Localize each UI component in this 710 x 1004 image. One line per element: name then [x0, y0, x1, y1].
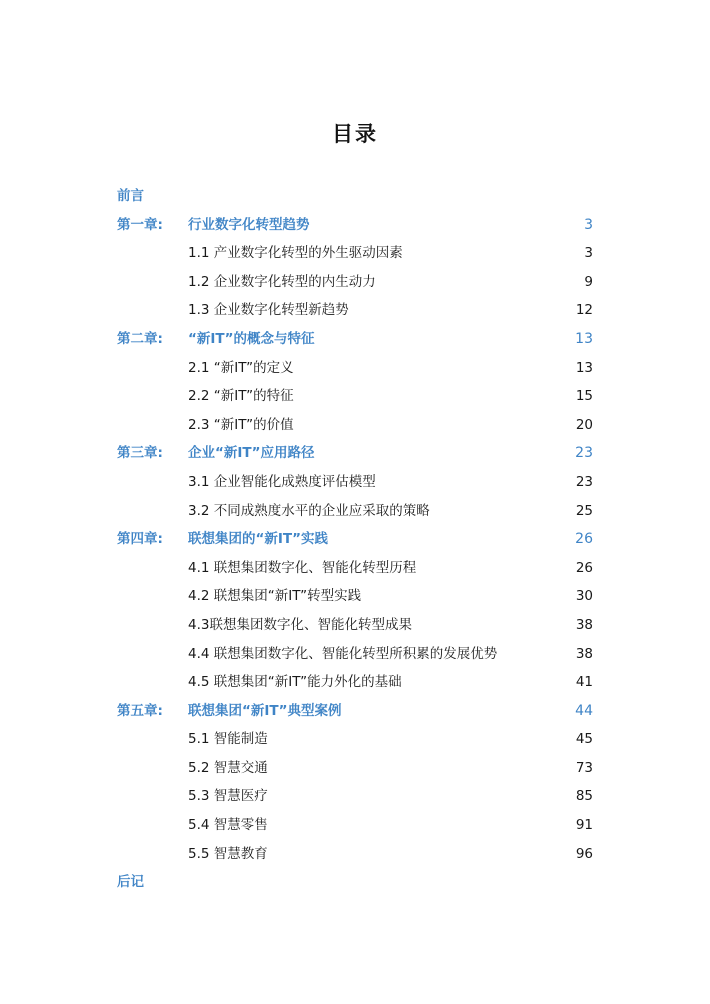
section-title: 2.2 “新IT”的特征: [188, 388, 294, 405]
section-title: 2.3 “新IT”的价值: [188, 416, 294, 433]
toc-chapter-1[interactable]: [117, 211, 593, 240]
chapter-title: 行业数字化转型趋势: [188, 216, 310, 233]
section-title: 4.5 联想集团“新IT”能力外化的基础: [188, 674, 402, 691]
section-page-number: 30: [575, 588, 593, 605]
toc-section-5-4[interactable]: [117, 811, 593, 840]
section-title: 5.5 智慧教育: [188, 845, 268, 862]
toc-chapter-3[interactable]: [117, 439, 593, 468]
section-title: 1.3 企业数字化转型新趋势: [188, 302, 349, 319]
chapter-page-number: 23: [575, 445, 593, 462]
section-page-number: 3: [584, 245, 593, 262]
toc-chapter-5[interactable]: [117, 697, 593, 726]
toc-section-4-3[interactable]: [117, 611, 593, 640]
section-title: 5.2 智慧交通: [188, 759, 268, 776]
toc-section-4-5[interactable]: [117, 668, 593, 697]
toc-section-4-2[interactable]: [117, 582, 593, 611]
section-title: 5.4 智慧零售: [188, 817, 268, 834]
toc-section-1-1[interactable]: [117, 239, 593, 268]
section-title: 5.1 智能制造: [188, 731, 268, 748]
toc-section-3-2[interactable]: [117, 497, 593, 526]
section-page-number: 85: [575, 788, 593, 805]
toc-section-5-5[interactable]: [117, 840, 593, 869]
section-title: 1.1 产业数字化转型的外生驱动因素: [188, 245, 403, 262]
toc-section-2-2[interactable]: [117, 382, 593, 411]
section-page-number: 15: [575, 388, 593, 405]
chapter-label: 第五章:: [117, 702, 163, 719]
section-title: 3.2 不同成熟度水平的企业应采取的策略: [188, 502, 430, 519]
section-page-number: 38: [575, 645, 593, 662]
chapter-label: 第四章:: [117, 531, 163, 548]
section-page-number: 73: [575, 759, 593, 776]
chapter-page-number: 13: [575, 330, 593, 347]
page-title: 目录: [332, 122, 378, 146]
chapter-label: 第三章:: [117, 445, 163, 462]
toc-section-3-1[interactable]: [117, 468, 593, 497]
toc-chapter-4[interactable]: [117, 525, 593, 554]
chapter-title: 企业“新IT”应用路径: [188, 445, 315, 462]
toc-section-4-4[interactable]: [117, 640, 593, 669]
toc-chapter-2[interactable]: [117, 325, 593, 354]
section-page-number: 38: [575, 616, 593, 633]
chapter-title: 联想集团的“新IT”实践: [188, 531, 328, 548]
toc-section-5-3[interactable]: [117, 782, 593, 811]
chapter-page-number: 3: [584, 216, 593, 233]
toc-section-2-3[interactable]: [117, 411, 593, 440]
toc-postface[interactable]: [117, 868, 593, 897]
toc-preface[interactable]: [117, 182, 593, 211]
section-page-number: 96: [575, 845, 593, 862]
chapter-label: 第二章:: [117, 330, 163, 347]
chapter-title: “新IT”的概念与特征: [188, 330, 315, 347]
section-page-number: 91: [575, 817, 593, 834]
toc-section-1-2[interactable]: [117, 268, 593, 297]
preface-label: 前言: [117, 188, 144, 204]
toc-section-5-1[interactable]: [117, 725, 593, 754]
section-page-number: 25: [575, 502, 593, 519]
chapter-title: 联想集团“新IT”典型案例: [188, 702, 342, 719]
section-page-number: 41: [575, 674, 593, 691]
section-page-number: 9: [584, 273, 593, 290]
section-title: 2.1 “新IT”的定义: [188, 359, 294, 376]
section-title: 1.2 企业数字化转型的内生动力: [188, 273, 376, 290]
toc-section-5-2[interactable]: [117, 754, 593, 783]
section-page-number: 23: [575, 473, 593, 490]
section-page-number: 20: [575, 416, 593, 433]
chapter-page-number: 26: [575, 531, 593, 548]
chapter-page-number: 44: [575, 702, 593, 719]
section-page-number: 26: [575, 559, 593, 576]
toc-section-1-3[interactable]: [117, 296, 593, 325]
section-title: 4.2 联想集团“新IT”转型实践: [188, 588, 362, 605]
table-of-contents: [117, 182, 593, 897]
section-title: 4.3联想集团数字化、智能化转型成果: [188, 616, 412, 633]
section-title: 3.1 企业智能化成熟度评估模型: [188, 473, 376, 490]
section-title: 5.3 智慧医疗: [188, 788, 268, 805]
toc-section-4-1[interactable]: [117, 554, 593, 583]
section-title: 4.1 联想集团数字化、智能化转型历程: [188, 559, 417, 576]
section-page-number: 13: [575, 359, 593, 376]
chapter-label: 第一章:: [117, 216, 163, 233]
section-page-number: 45: [575, 731, 593, 748]
section-page-number: 12: [575, 302, 593, 319]
toc-section-2-1[interactable]: [117, 354, 593, 383]
section-title: 4.4 联想集团数字化、智能化转型所积累的发展优势: [188, 645, 498, 662]
postface-label: 后记: [117, 874, 144, 891]
